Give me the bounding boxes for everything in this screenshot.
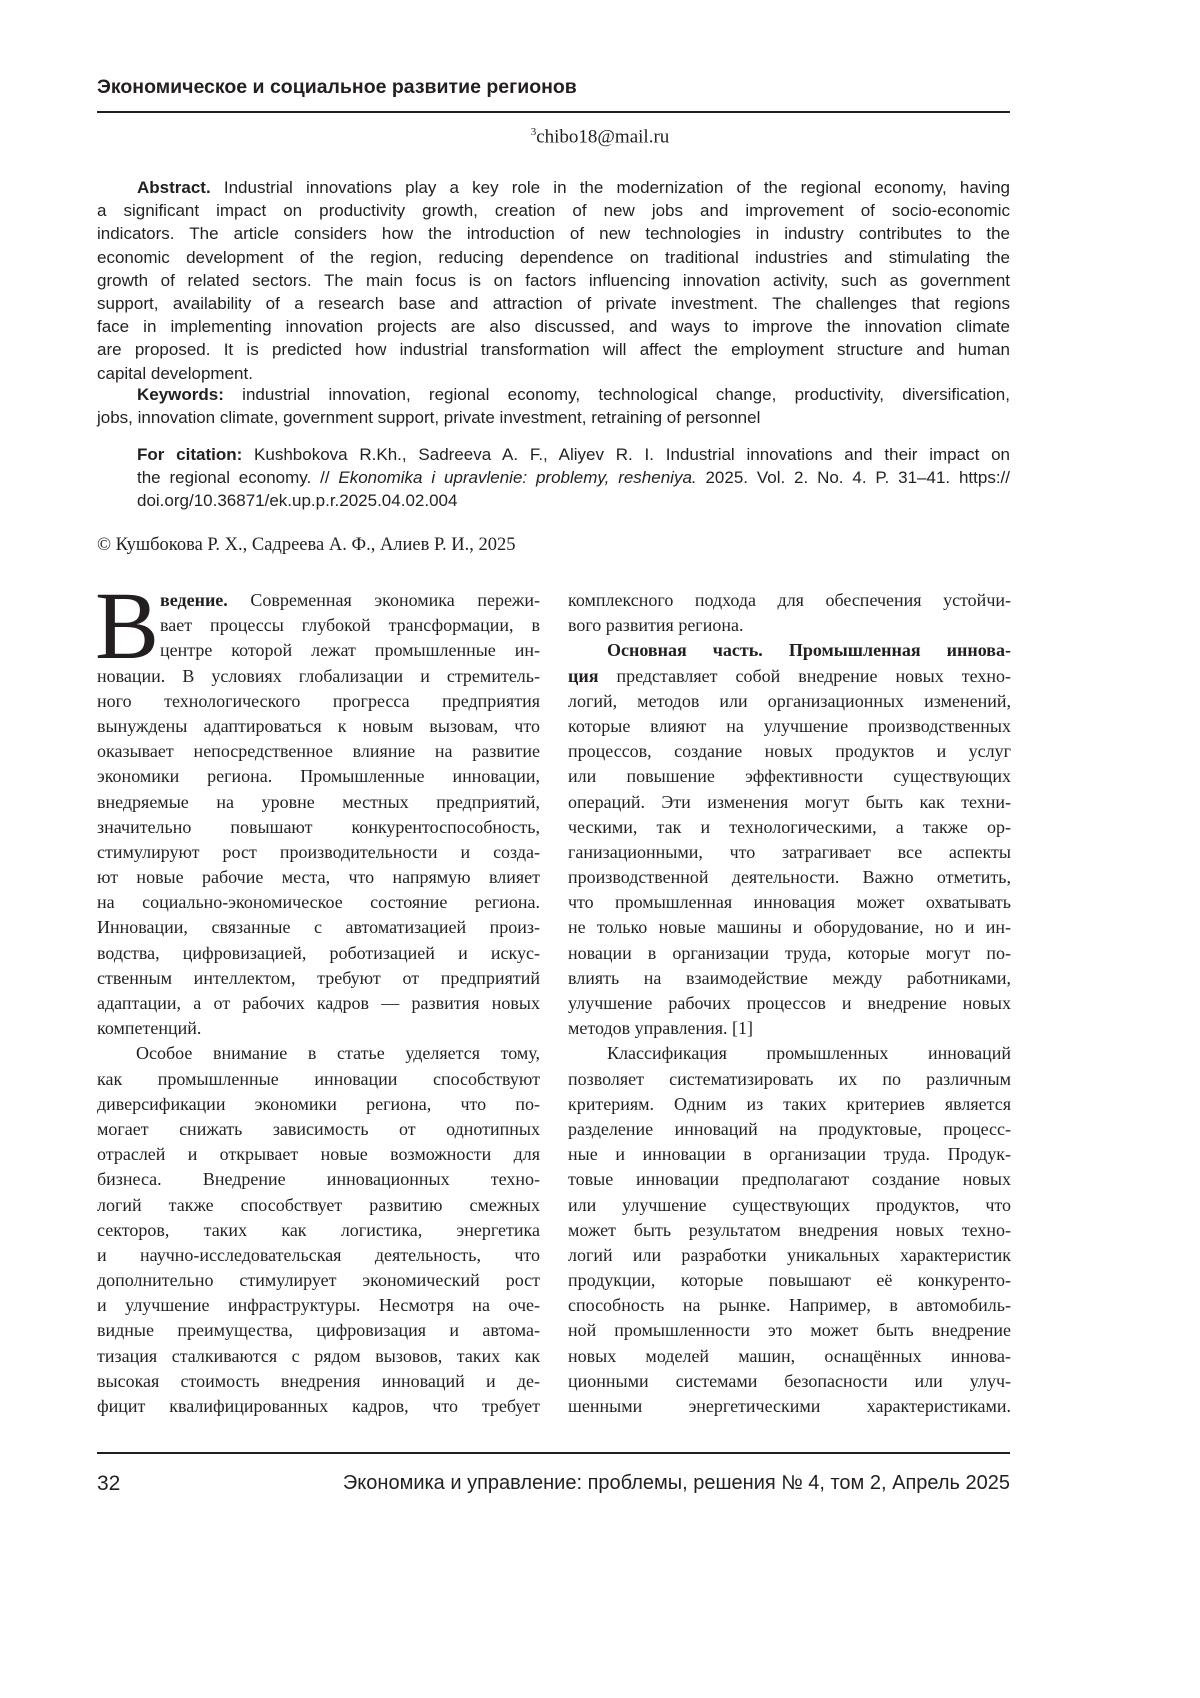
body-line: ют новые рабочие места, что напрямую влияет [97,865,540,890]
line-text: представляет собой внедрение новых техно- [598,666,1011,686]
body-line: или повышение эффективности существующих [568,764,1011,789]
body-line: что промышленная инновация может охватывать [568,890,1011,915]
body-line: критериям. Одним из таких критериев является [568,1092,1011,1117]
body-line: может быть результатом внедрения новых техно- [568,1218,1011,1243]
body-line: вынуждены адаптироваться к новым вызовам, что [97,714,540,739]
citation-label: For citation: [137,445,242,464]
body-line: отраслей и открывает новые возможности для [97,1142,540,1167]
body-line: новации в организации труда, которые могут по- [568,941,1011,966]
body-line: ционными системами безопасности или улуч- [568,1369,1011,1394]
body-line: и улучшение инфраструктуры. Несмотря на оче- [97,1293,540,1318]
body-line: экономики региона. Промышленные инновации, [97,764,540,789]
body-line: ганизационными, что затрагивает все аспекты [568,840,1011,865]
body-column-left [97,588,540,1419]
body-line: новых моделей машин, оснащённых иннова- [568,1344,1011,1369]
line-text: Современная экономика пережи- [228,590,540,610]
abstract-text: a significant impact on productivity growth, creation of new jobs and improvement of socio-economic [97,201,1010,220]
abstract-line [97,222,1010,245]
body-line: видные преимущества, цифровизация и автома- [97,1318,540,1343]
body-line: ные и инновации в организации труда. Продук- [568,1142,1011,1167]
body-line: как промышленные инновации способствуют [97,1067,540,1092]
body-line: методов управления. [1] [568,1016,1011,1041]
body-line: тизация сталкиваются с рядом вызовов, таких как [97,1344,540,1369]
body-line: влиять на взаимодействие между работниками, [568,966,1011,991]
journal-info: Экономика и управление: проблемы, решения № 4, том 2, Апрель 2025 [343,1472,1010,1495]
body-line: процессов, создание новых продуктов и услуг [568,739,1011,764]
body-line: новации. В условиях глобализации и стремитель- [97,664,540,689]
body-line: центре которой лежат промышленные ин- [97,638,540,663]
abstract-line [97,292,1010,315]
abstract-line [97,338,1010,361]
citation-text: the regional economy. // [137,468,338,487]
abstract-text: Industrial innovations play a key role in the modernization of the regional economy, having [224,178,1010,197]
body-line: Классификация промышленных инноваций [568,1041,1011,1066]
body-line: вает процессы глубокой трансформации, в [97,613,540,638]
drop-cap: В [95,578,159,674]
body-line: адаптации, а от рабочих кадров — развития новых [97,991,540,1016]
body-line: ной промышленности это может быть внедрение [568,1318,1011,1343]
abstract-text: face in implementing innovation projects are also discussed, and ways to improve the innovation climate [97,317,1010,336]
body-line: водства, цифровизацией, роботизацией и искус- [97,941,540,966]
body-line: ного технологического прогресса предприятия [97,689,540,714]
citation-journal: Ekonomika i upravlenie: problemy, resheniya. [338,468,696,487]
keywords-text: jobs, innovation climate, government support, private investment, retraining of personnel [97,408,760,427]
body-line [97,588,540,613]
body-line: логий, методов или организационных изменений, [568,689,1011,714]
body-line: логий также способствует развитию смежных [97,1193,540,1218]
citation-line [97,466,1010,489]
body-line: значительно повышают конкурентоспособность, [97,815,540,840]
copyright: © Кушбокова Р. Х., Садреева А. Ф., Алиев Р. И., 2025 [97,535,515,556]
body-line: или улучшение существующих продуктов, что [568,1193,1011,1218]
abstract-text: support, availability of a research base and attraction of private investment. The challenges that regions [97,294,1010,313]
abstract-text: growth of related sectors. The main focus is on factors influencing innovation activity, such as government [97,271,1010,290]
body-line: продукции, которые повышают её конкуренто- [568,1268,1011,1293]
body-line: Особое внимание в статье уделяется тому, [97,1041,540,1066]
body-line: оказывает непосредственное влияние на развитие [97,739,540,764]
citation-line [97,443,1010,466]
body-line: которые влияют на улучшение производственных [568,714,1011,739]
body-line: компетенций. [97,1016,540,1041]
body-line [568,638,1011,663]
body-line: и научно-исследовательская деятельность, что [97,1243,540,1268]
body-line: вого развития региона. [568,613,1011,638]
body-line: улучшение рабочих процессов и внедрение новых [568,991,1011,1016]
bold-lead: Основная часть. Промышленная иннова- [607,640,1011,660]
abstract-line [97,199,1010,222]
abstract-label: Abstract. [137,178,211,197]
affiliation-superscript: 3 [531,126,537,138]
body-line: не только новые машины и оборудование, но и ин- [568,915,1011,940]
body-line [568,664,1011,689]
body-line: разделение инноваций на продуктовые, процесс- [568,1117,1011,1142]
body-line: стимулируют рост производительности и созда- [97,840,540,865]
abstract [97,176,1010,385]
abstract-line [97,176,1010,199]
keywords-text: industrial innovation, regional economy, technological change, productivity, diversification, [242,385,1010,404]
header-divider [97,111,1010,113]
citation [97,443,1010,513]
abstract-text: indicators. The article considers how the introduction of new technologies in industry contributes to the [97,224,1010,243]
running-header-title: Экономическое и социальное развитие регионов [97,76,577,99]
body-line: логий или разработки уникальных характеристик [568,1243,1011,1268]
body-line: бизнеса. Внедрение инновационных техно- [97,1167,540,1192]
body-column-right [568,588,1011,1419]
abstract-line [97,246,1010,269]
keywords-line [97,406,1010,429]
bold-lead: ведение. [160,590,228,610]
body-line: шенными энергетическими характеристиками. [568,1394,1011,1419]
body-line: высокая стоимость внедрения инноваций и де- [97,1369,540,1394]
body-line: Инновации, связанные с автоматизацией произ- [97,915,540,940]
body-line: товые инновации предполагают создание новых [568,1167,1011,1192]
citation-text: 2025. Vol. 2. No. 4. P. 31–41. https:// [697,468,1010,487]
body-line: внедряемые на уровне местных предприятий, [97,790,540,815]
citation-doi[interactable]: doi.org/10.36871/ek.up.p.r.2025.04.02.004 [97,489,1010,512]
abstract-line [97,269,1010,292]
abstract-text: economic development of the region, reducing dependence on traditional industries and stimulating the [97,248,1010,267]
body-line: позволяет систематизировать их по различным [568,1067,1011,1092]
author-email [0,126,1200,148]
body-line: фицит квалифицированных кадров, что требует [97,1394,540,1419]
body-line: на социально-экономическое состояние региона. [97,890,540,915]
body-line: ческими, так и технологическими, а также ор- [568,815,1011,840]
bold-lead: ция [568,666,598,686]
abstract-line [97,315,1010,338]
keywords-label: Keywords: [137,385,224,404]
footer-divider [97,1452,1010,1454]
body-line: диверсификации экономики региона, что по- [97,1092,540,1117]
body-line: дополнительно стимулирует экономический рост [97,1268,540,1293]
abstract-line [97,362,1010,385]
body-line: операций. Эти изменения могут быть как техни- [568,790,1011,815]
body-line: секторов, таких как логистика, энергетика [97,1218,540,1243]
body-line: способность на рынке. Например, в автомобиль- [568,1293,1011,1318]
citation-text: Kushbokova R.Kh., Sadreeva A. F., Aliyev R. I. Industrial innovations and their impact on [254,445,1010,464]
abstract-text: capital development. [97,364,253,383]
email-address: chibo18@mail.ru [536,126,669,147]
body-line: комплексного подхода для обеспечения устойчи- [568,588,1011,613]
keywords-line [97,383,1010,406]
body-line: ственным интеллектом, требуют от предприятий [97,966,540,991]
keywords [97,383,1010,429]
page-number: 32 [97,1472,120,1496]
body-line: производственной деятельности. Важно отметить, [568,865,1011,890]
abstract-text: are proposed. It is predicted how industrial transformation will affect the employment structure and human [97,340,1010,359]
body-line: могает снижать зависимость от однотипных [97,1117,540,1142]
